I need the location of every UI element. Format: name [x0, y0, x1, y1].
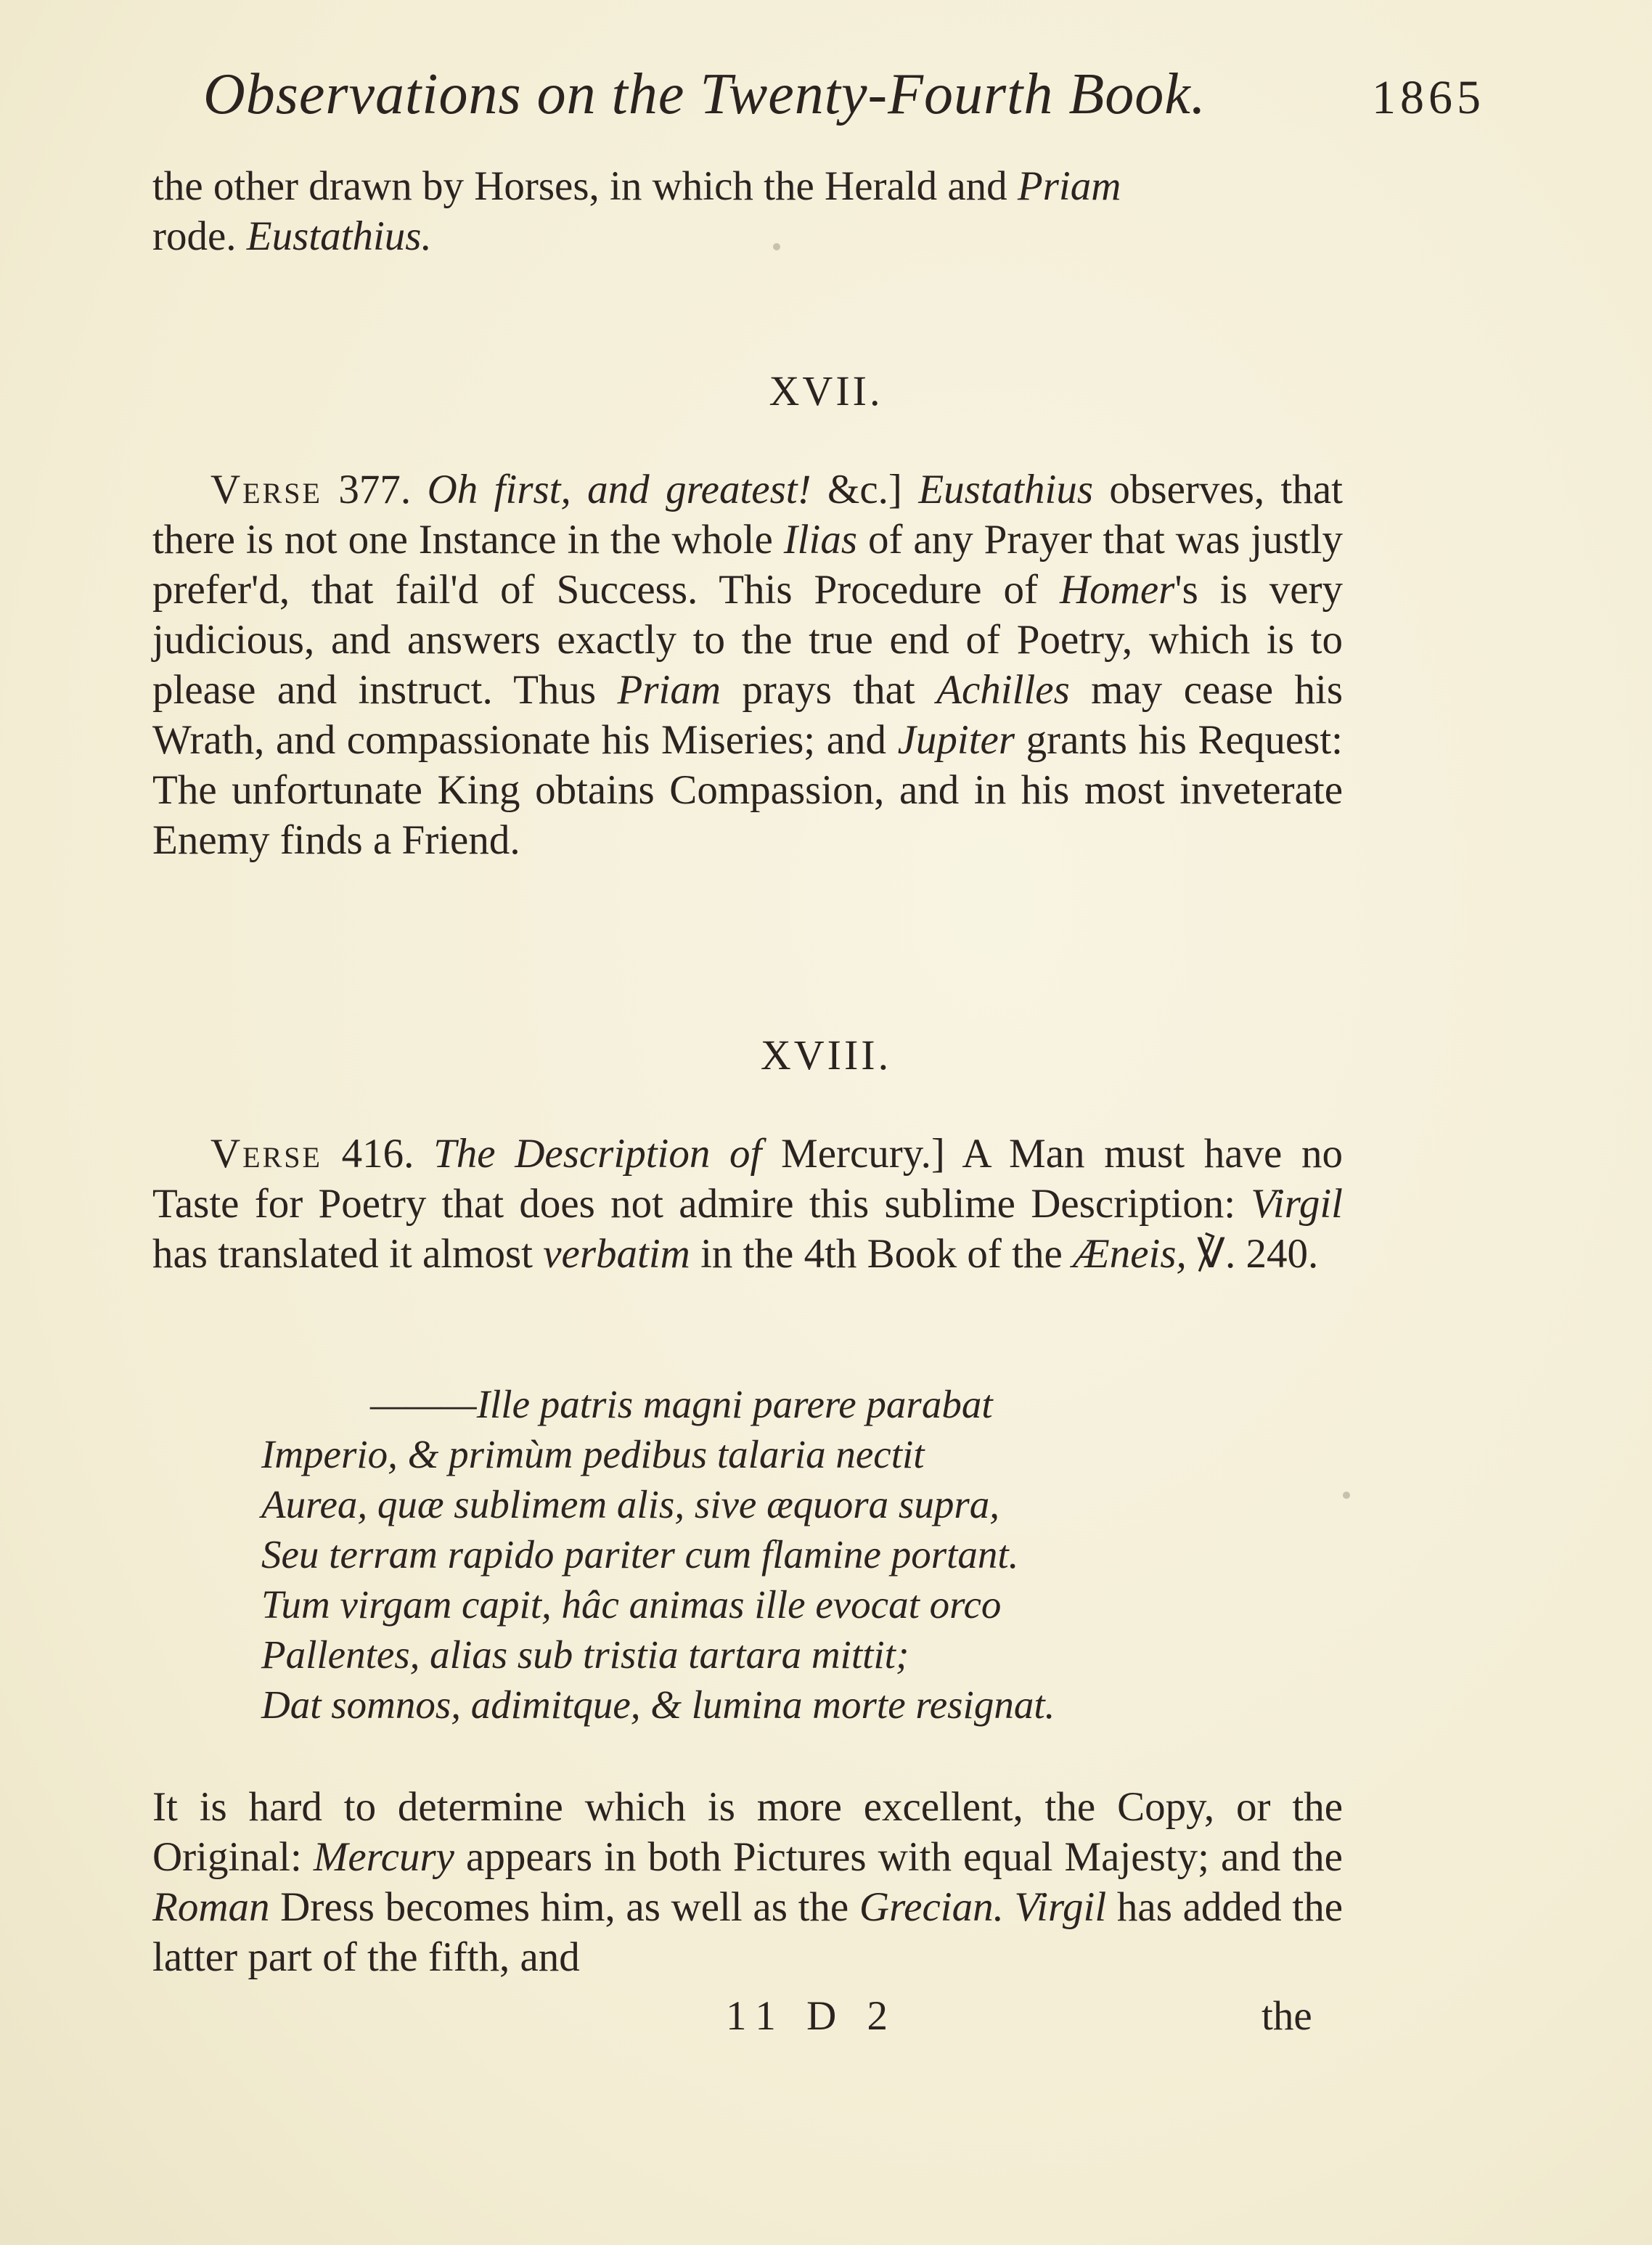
name-priam: Priam	[1017, 163, 1121, 209]
catchword: the	[1262, 1993, 1312, 2039]
name-priam: Priam	[617, 667, 721, 713]
text-run: Dress becomes him, as well as the	[269, 1884, 859, 1930]
poem-line: ———Ille patris magni parere parabat	[370, 1382, 993, 1426]
name-grecian: Grecian.	[859, 1884, 1004, 1930]
name-mercury: Mercury	[313, 1834, 454, 1880]
section-heading-xvii: XVII.	[769, 367, 883, 414]
page-header	[0, 62, 1652, 142]
poem-line: Seu terram rapido pariter cum flamine portant.	[261, 1532, 1019, 1577]
text-run: may cease his Wrath, and compassionate his Miseries; and	[152, 667, 1343, 763]
section-heading-xviii: XVIII.	[760, 1031, 892, 1079]
running-head: Observations on the Twenty-Fourth Book.	[203, 62, 1206, 126]
text-run: in the 4th Book of the	[690, 1231, 1074, 1277]
text-run: A Man must have no Taste for Poetry that does not admire this sublime Description:	[152, 1131, 1343, 1227]
latin-quotation	[261, 1379, 1277, 1730]
paper-speck	[773, 243, 780, 250]
text-run: grants his Request: The unfortunate King obtains Compassion, and in his most inveterate Enemy finds a Friend.	[152, 717, 1343, 863]
name-eustathius: Eustathius	[918, 467, 1094, 512]
closing-paragraph	[152, 1782, 1343, 1982]
text-run: the other drawn by Horses, in which the Herald and	[152, 163, 1018, 209]
name-virgil: Virgil	[1014, 1884, 1107, 1930]
opening-paragraph	[152, 161, 1343, 261]
verse-label: Verse	[210, 1131, 322, 1177]
name-ilias: Ilias	[783, 517, 858, 563]
verse-number: 416.	[322, 1131, 434, 1177]
verse-number: 377.	[322, 467, 428, 512]
text-run: observes, that there is not one Instance in the whole	[152, 467, 1344, 563]
name-aeneis: Æneis,	[1073, 1231, 1187, 1277]
text-run	[1004, 1884, 1015, 1930]
text-run: ℣. 240.	[1186, 1231, 1319, 1277]
poem-line: Pallentes, alias sub tristia tartara mittit;	[261, 1632, 909, 1677]
poem-line: Tum virgam capit, hâc animas ille evocat orco	[261, 1582, 1002, 1627]
name-homer: Homer	[1060, 567, 1175, 613]
name-virgil: Virgil	[1251, 1181, 1343, 1227]
name-mercury: Mercury.]	[781, 1131, 962, 1177]
text-run: It is hard to determine which is more excellent, the Copy, or the Original:	[152, 1784, 1343, 1880]
text-run: prays that	[721, 667, 937, 713]
section-xviii-paragraph	[152, 1129, 1343, 1279]
name-eustathius: Eustathius.	[246, 213, 432, 259]
page-number: 1865	[1372, 71, 1485, 124]
page-footer	[0, 1992, 1652, 2043]
text-run: appears in both Pictures with equal Majesty; and the	[454, 1834, 1343, 1880]
word-verbatim: verbatim	[543, 1231, 690, 1277]
text-run: 's is very judicious, and answers exactly to the true end of Poetry, which is to please and instruct. Thus	[152, 567, 1343, 713]
paper-speck	[1343, 1492, 1350, 1499]
name-jupiter: Jupiter	[897, 717, 1015, 763]
poem-line: Dat somnos, adimitque, & lumina morte resignat.	[261, 1682, 1055, 1727]
name-roman: Roman	[152, 1884, 270, 1930]
text-run: rode.	[152, 213, 247, 259]
text-run: of any Prayer that was justly prefer'd, that fail'd of Success. This Procedure of	[152, 517, 1343, 613]
name-achilles: Achilles	[936, 667, 1070, 713]
text-run: &c.]	[827, 467, 919, 512]
poem-line: Imperio, & primùm pedibus talaria nectit	[261, 1432, 925, 1476]
text-run: has translated it almost	[152, 1231, 544, 1277]
verse-quote: Oh first, and greatest!	[427, 467, 828, 512]
text-run: has added the latter part of the fifth, and	[152, 1884, 1344, 1980]
verse-description: The Description of	[433, 1131, 782, 1177]
verse-label: Verse	[210, 467, 322, 512]
poem-line: Aurea, quæ sublimem alis, sive æquora supra,	[261, 1482, 999, 1526]
section-xvii-paragraph	[152, 465, 1343, 865]
signature-mark: 11 D 2	[726, 1993, 899, 2039]
